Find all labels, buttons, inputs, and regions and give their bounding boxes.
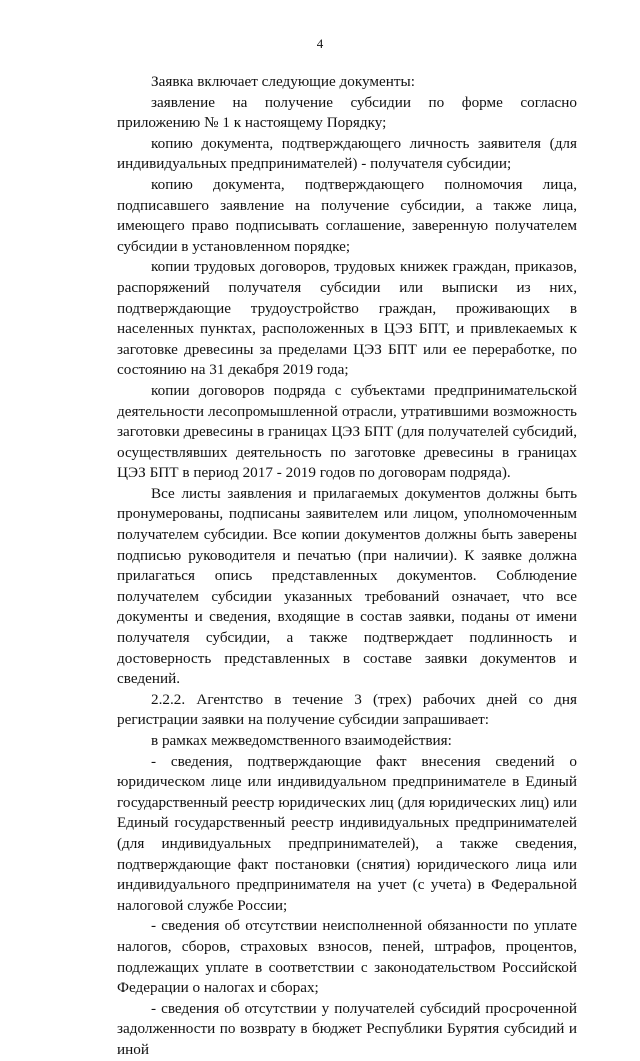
paragraph-identity-copy: копию документа, подтверждающего личность заявителя (для индивидуальных предпринимателей) - получателя субсидии;	[117, 134, 577, 173]
paragraph-registry-info: - сведения, подтверждающие факт внесения сведений о юридическом лице или индивидуальном предпринимателе в Единый государственный реестр юридических лиц (для юридических лиц) или Единый государственный реестр индивидуальных предпринимателей (для индивидуальных предпринимателей), а также сведения, подтверждающие факт постановки (снятия) юридического лица или индивидуального предпринимателя на учет (с учета) в Федеральной налоговой службе России;	[117, 752, 577, 914]
paragraph-sheet-requirements: Все листы заявления и прилагаемых документов должны быть пронумерованы, подписаны заявителем или лицом, уполномоченным получателем субсидии. Все копии документов должны быть заверены подписью руководителя и печатью (при наличии). К заявке должна прилагаться опись представленных документов. Соблюдение получателем субсидии указанных требований означает, что все документы и сведения, входящие в состав заявки, поданы от имени получателя субсидии, а также подтверждает подлинность и достоверность представленных в составе заявки документов и сведений.	[117, 484, 577, 688]
paragraph-interagency: в рамках межведомственного взаимодействия:	[151, 732, 452, 749]
paragraph-tax-obligations: - сведения об отсутствии неисполненной обязанности по уплате налогов, сборов, страховых взносов, пеней, штрафов, процентов, подлежащих уплате в соответствии с законодательством Российской Федерации о налогах и сборах;	[117, 917, 577, 997]
paragraph-agency-request: 2.2.2. Агентство в течение 3 (трех) рабочих дней со дня регистрации заявки на получение субсидии запрашивает:	[117, 690, 577, 729]
paragraph-authority-copy: копию документа, подтверждающего полномочия лица, подписавшего заявление на получение субсидии, а также лица, имеющего право подписывать соглашение, заверенную получателем субсидии в установленном порядке;	[117, 175, 577, 255]
paragraph-employment-contracts: копии трудовых договоров, трудовых книжек граждан, приказов, распоряжений получателя субсидии или выписки из них, подтверждающие трудоустройство граждан, проживающих в населенных пунктах, расположенных в ЦЭЗ БПТ, и привлекаемых к заготовке древесины за пределами ЦЭЗ БПТ или ее переработке, по состоянию на 31 декабря 2019 года;	[117, 258, 577, 379]
paragraph-application-form: заявление на получение субсидии по форме согласно приложению № 1 к настоящему Порядку;	[117, 93, 577, 132]
document-body	[117, 72, 577, 1061]
paragraph-subcontract-copies: копии договоров подряда с субъектами предпринимательской деятельности лесопромышленной отрасли, утратившими возможность заготовки древесины в границах ЦЭЗ БПТ (для получателей субсидий, осуществлявших деятельность по заготовке древесины в границах ЦЭЗ БПТ в период 2017 - 2019 годов по договорам подряда).	[117, 381, 577, 482]
page-number: 4	[316, 36, 324, 51]
paragraph-documents-intro: Заявка включает следующие документы:	[151, 73, 415, 90]
paragraph-debt-info: - сведения об отсутствии у получателей субсидий просроченной задолженности по возврату в бюджет Республики Бурятия субсидий и иной	[117, 999, 577, 1058]
